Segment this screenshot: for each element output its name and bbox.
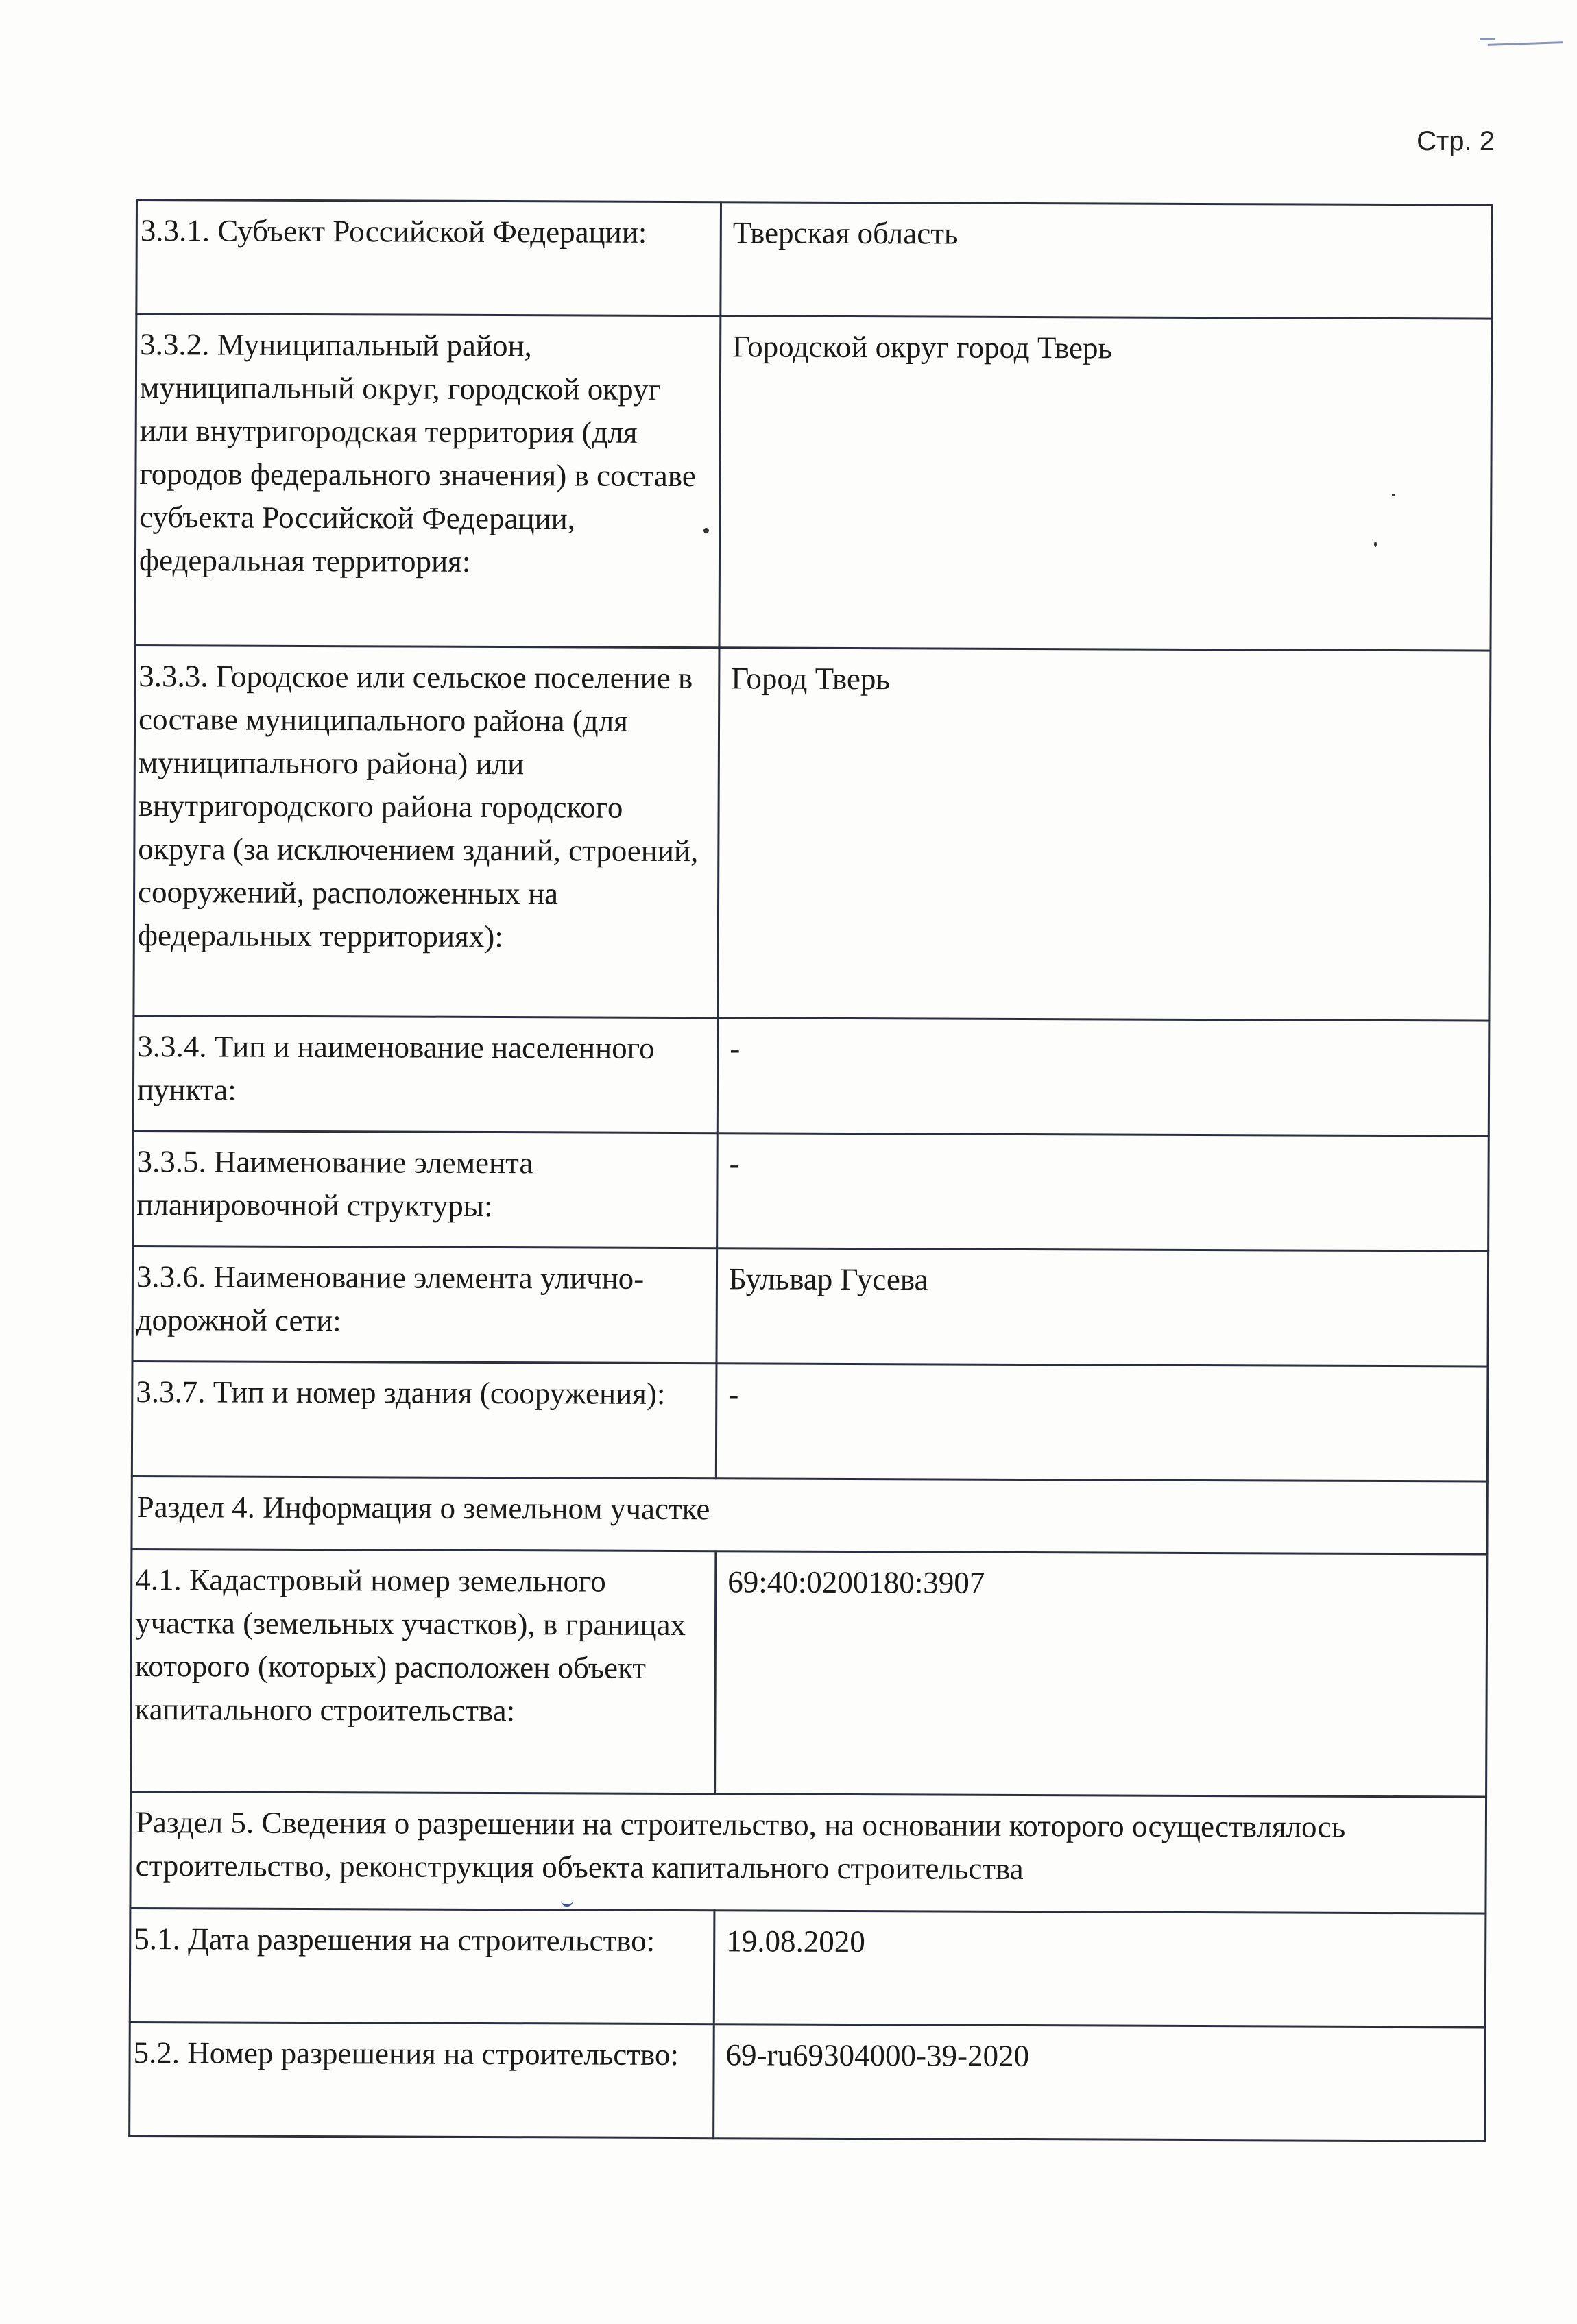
table-row	[131, 1549, 1487, 1797]
row-label: 5.2. Номер разрешения на строительство:	[130, 2022, 714, 2138]
row-label: 3.3.5. Наименование элемента планировочной структуры:	[133, 1130, 718, 1248]
document-table	[128, 199, 1493, 2142]
row-value: Городской округ город Тверь	[719, 316, 1492, 651]
table-row	[133, 1130, 1489, 1251]
row-value: -	[717, 1133, 1489, 1251]
page-number: Стр. 2	[1417, 126, 1495, 156]
section-heading-row	[130, 1791, 1486, 1913]
row-label: 3.3.2. Муниципальный район, муниципальный округ, городской округ или внутригородская территория (для городов федерального значения) в составе субъекта Российской Федерации, федеральная территория:	[135, 314, 721, 648]
table-row	[130, 2022, 1486, 2141]
table-row	[136, 200, 1493, 319]
row-label: 3.3.4. Тип и наименование населенного пункта:	[133, 1015, 718, 1133]
row-value: Бульвар Гусева	[717, 1248, 1489, 1366]
table-row	[133, 1015, 1489, 1136]
table-row	[132, 1246, 1489, 1366]
row-value: Тверская область	[721, 202, 1493, 319]
row-label: 5.1. Дата разрешения на строительство:	[130, 1908, 714, 2024]
row-value: 69:40:0200180:3907	[715, 1551, 1487, 1797]
table-row	[135, 314, 1492, 651]
section-heading: Раздел 4. Информация о земельном участке	[132, 1476, 1487, 1554]
row-label: 3.3.7. Тип и номер здания (сооружения):	[132, 1361, 717, 1478]
row-label: 3.3.1. Субъект Российской Федерации:	[136, 200, 721, 316]
row-value: 19.08.2020	[714, 1911, 1486, 2027]
section-heading: Раздел 5. Сведения о разрешении на строительство, на основании которого осуществлялось строительство, реконструкция объекта капитального строительства	[130, 1791, 1486, 1913]
row-value: -	[716, 1364, 1488, 1481]
section-heading-row	[132, 1476, 1487, 1554]
row-value: -	[717, 1018, 1489, 1136]
row-value: 69-ru69304000-39-2020	[714, 2024, 1486, 2141]
row-label: 3.3.3. Городское или сельское поселение в составе муниципального района (для муниципального района) или внутригородского района городского округа (за исключением зданий, строений, сооружений, расположенных на федеральных территориях):	[134, 646, 719, 1018]
table-row	[134, 646, 1491, 1021]
row-value: Город Тверь	[718, 648, 1491, 1021]
table-row	[132, 1361, 1488, 1481]
table-row	[130, 1908, 1486, 2027]
row-label: 3.3.6. Наименование элемента улично-дорожной сети:	[132, 1246, 717, 1363]
scan-artifact-mark	[1480, 38, 1495, 40]
row-label: 4.1. Кадастровый номер земельного участка (земельных участков), в границах которого (которых) расположен объект капитального строительства:	[131, 1549, 716, 1793]
scan-artifact-line	[1488, 41, 1563, 53]
